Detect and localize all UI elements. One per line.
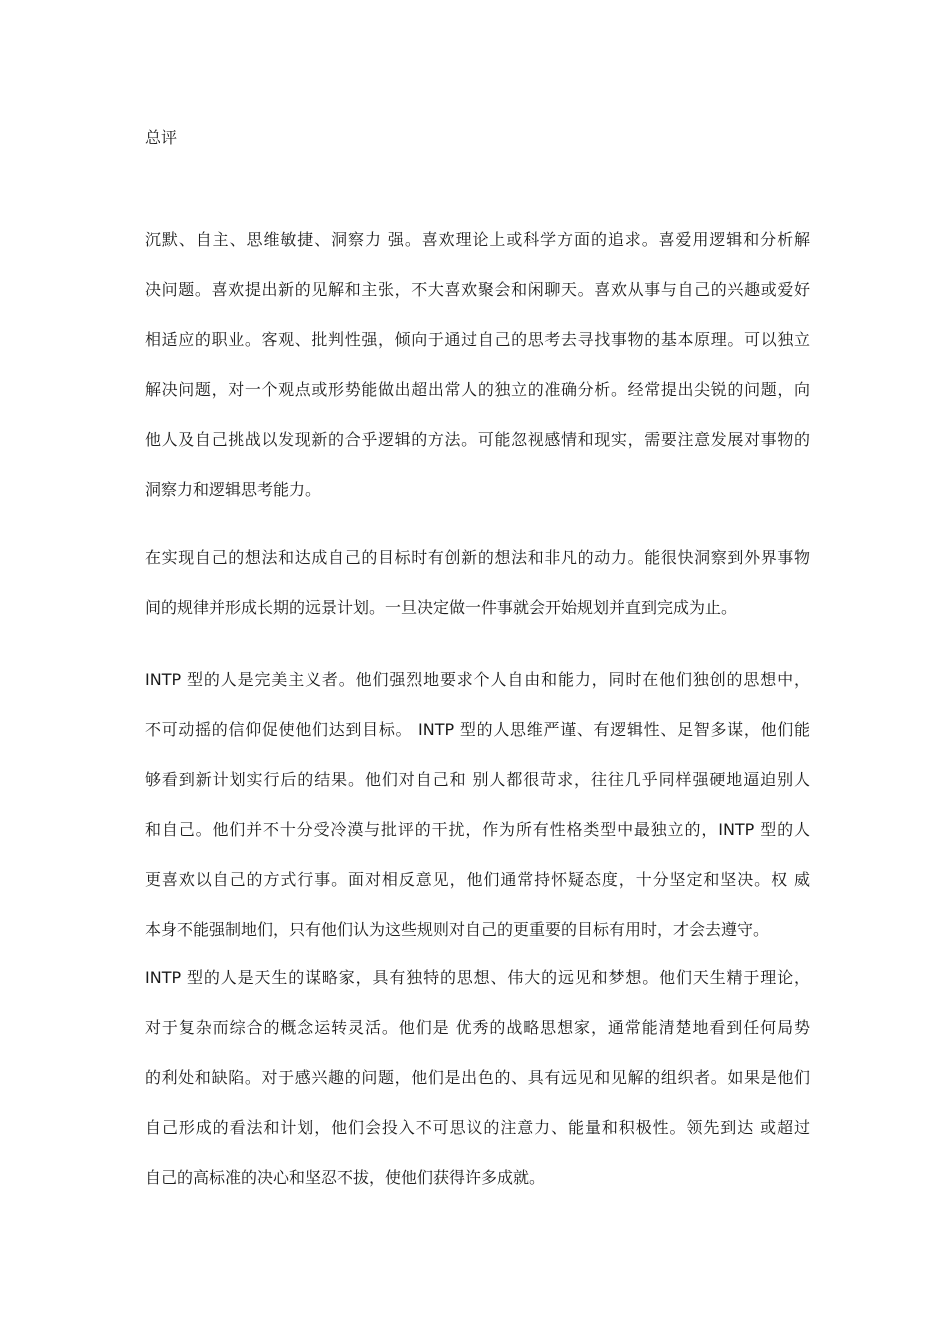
paragraph-line: 洞察力和逻辑思考能力。	[145, 480, 322, 499]
paragraph-line: 在实现自己的想法和达成自己的目标时有创新的想法和非凡的动力。能很快洞察到外界事物	[145, 548, 810, 567]
paragraph-line: 解决问题，对一个观点或形势能做出超出常人的独立的准确分析。经常提出尖锐的问题，向	[145, 380, 810, 399]
section-heading: 总评	[145, 128, 178, 147]
paragraph-perfectionist	[145, 668, 810, 968]
paragraph-line: 的利处和缺陷。对于感兴趣的问题，他们是出色的、具有远见和见解的组织者。如果是他们	[145, 1068, 810, 1087]
paragraph-line: 自己形成的看法和计划，他们会投入不可思议的注意力、能量和积极性。领先到达 或超过	[145, 1118, 810, 1137]
paragraph-motivation	[145, 546, 810, 646]
paragraph-overview	[145, 228, 810, 528]
paragraph-line: 不可动摇的信仰促使他们达到目标。 INTP 型的人思维严谨、有逻辑性、足智多谋，他们能	[145, 720, 810, 739]
paragraph-line: 本身不能强制地们，只有他们认为这些规则对自己的更重要的目标有用时，才会去遵守。	[145, 920, 770, 939]
paragraph-line: 和自己。他们并不十分受冷漠与批评的干扰，作为所有性格类型中最独立的，INTP 型的人	[145, 820, 810, 839]
paragraph-line: 自己的高标准的决心和坚忍不拔，使他们获得许多成就。	[145, 1168, 546, 1187]
paragraph-line: 相适应的职业。客观、批判性强，倾向于通过自己的思考去寻找事物的基本原理。可以独立	[145, 330, 810, 349]
paragraph-line: 够看到新计划实行后的结果。他们对自己和 别人都很苛求，往往几乎同样强硬地逼迫别人	[145, 770, 810, 789]
paragraph-line: 沉默、自主、思维敏捷、洞察力 强。喜欢理论上或科学方面的追求。喜爱用逻辑和分析解	[145, 230, 810, 249]
paragraph-line: 间的规律并形成长期的远景计划。一旦决定做一件事就会开始规划并直到完成为止。	[145, 598, 738, 617]
paragraph-line: INTP 型的人是天生的谋略家，具有独特的思想、伟大的远见和梦想。他们天生精于理论，	[145, 968, 810, 987]
paragraph-strategist	[145, 966, 810, 1216]
paragraph-line: 对于复杂而综合的概念运转灵活。他们是 优秀的战略思想家，通常能清楚地看到任何局势	[145, 1018, 810, 1037]
paragraph-line: 他人及自己挑战以发现新的合乎逻辑的方法。可能忽视感情和现实，需要注意发展对事物的	[145, 430, 810, 449]
paragraph-line: 更喜欢以自己的方式行事。面对相反意见，他们通常持怀疑态度，十分坚定和坚决。权 威	[145, 870, 810, 889]
paragraph-line: INTP 型的人是完美主义者。他们强烈地要求个人自由和能力，同时在他们独创的思想中，	[145, 670, 810, 689]
paragraph-line: 决问题。喜欢提出新的见解和主张，不大喜欢聚会和闲聊天。喜欢从事与自己的兴趣或爱好	[145, 280, 810, 299]
